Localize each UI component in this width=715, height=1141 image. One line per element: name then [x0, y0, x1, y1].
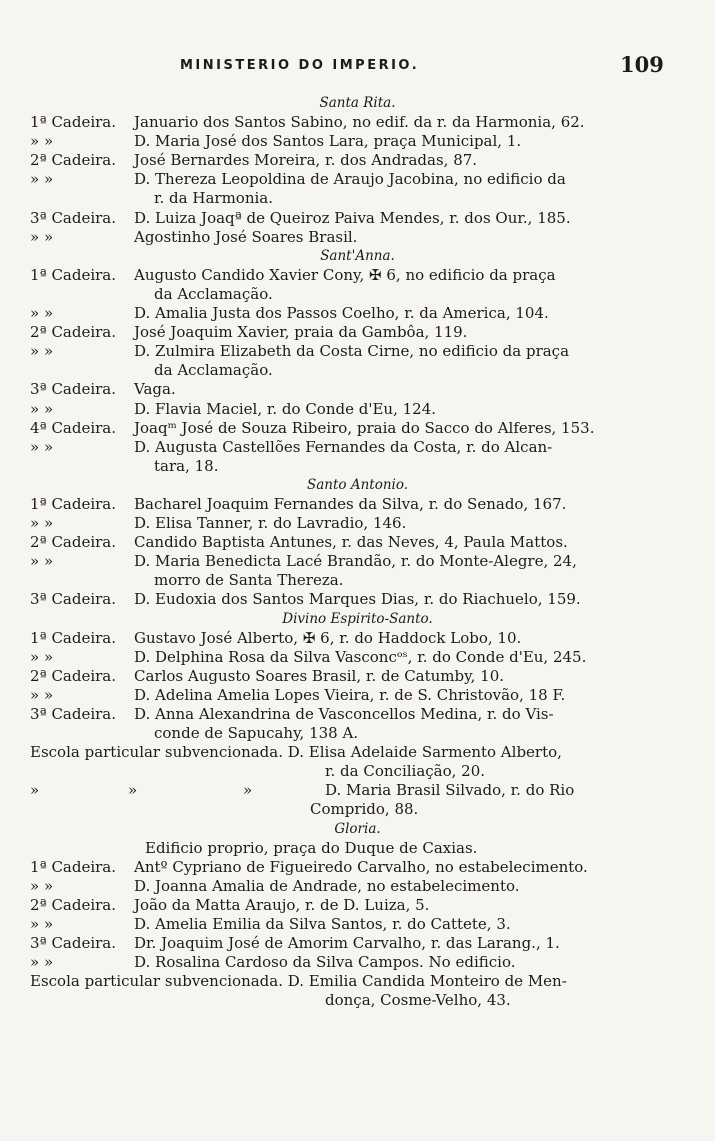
entry-text: D. Rosalina Cardoso da Silva Campos. No edificio.: [134, 953, 516, 972]
ditto-mark: »: [128, 781, 138, 800]
entry-text: João da Matta Araujo, r. de D. Luiza, 5.: [134, 895, 430, 914]
section-title-text: Divino Espirito-Santo.: [282, 610, 433, 627]
section-title: [0, 610, 715, 629]
chair-label: 2ª Cadeira.: [30, 895, 117, 914]
list-item: [0, 285, 715, 304]
list-item: [0, 972, 715, 991]
chair-label: » »: [30, 953, 54, 972]
entry-text: tara, 18.: [154, 456, 219, 475]
chair-label: » »: [30, 514, 54, 533]
list-item: [0, 380, 715, 399]
list-item: [0, 858, 715, 877]
section-title-text: Gloria.: [334, 820, 381, 837]
chair-label: » »: [30, 647, 54, 666]
entry-text: Agostinho José Soares Brasil.: [134, 227, 358, 246]
entry-text: r. da Harmonia.: [154, 189, 273, 208]
list-item: [0, 514, 715, 533]
entry-text: D. Luiza Joaqª de Queiroz Paiva Mendes, r. dos Our., 185.: [134, 208, 571, 227]
chair-label: » »: [30, 437, 54, 456]
entry-text: José Bernardes Moreira, r. dos Andradas, 87.: [134, 151, 478, 170]
list-item: [0, 915, 715, 934]
list-item: [0, 361, 715, 380]
ditto-mark: »: [243, 781, 253, 800]
chair-label: » »: [30, 170, 54, 189]
list-item: [0, 648, 715, 667]
list-item: [0, 781, 715, 800]
chair-label: 3ª Cadeira.: [30, 590, 117, 609]
chair-label: 2ª Cadeira.: [30, 151, 117, 170]
entry-text: donça, Cosme-Velho, 43.: [325, 991, 511, 1010]
list-item: [0, 705, 715, 724]
page-number: 109: [620, 52, 664, 77]
entry-text: D. Delphina Rosa da Silva Vasconcᵒˢ, r. do Conde d'Eu, 245.: [134, 647, 587, 666]
list-item: [0, 800, 715, 819]
list-item: [0, 629, 715, 648]
section-title-text: Santa Rita.: [319, 95, 396, 111]
section-title: [0, 247, 715, 266]
entry-text: D. Augusta Castellões Fernandes da Costa, r. do Alcan-: [134, 437, 553, 456]
list-item: [0, 896, 715, 915]
entry-text: D. Amelia Emilia da Silva Santos, r. do Cattete, 3.: [134, 915, 511, 934]
list-item: [0, 953, 715, 972]
chair-label: 2ª Cadeira.: [30, 666, 117, 685]
list-item: [0, 457, 715, 476]
entry-text: Comprido, 88.: [310, 800, 419, 819]
entry-text: Escola particular subvencionada. D. Emilia Candida Monteiro de Men-: [30, 972, 567, 991]
list-item: [0, 552, 715, 571]
running-title: MINISTERIO DO IMPERIO.: [180, 58, 420, 73]
chair-label: » »: [30, 685, 54, 704]
list-item: [0, 743, 715, 762]
list-item: [0, 839, 715, 858]
section-title: [0, 476, 715, 495]
entry-text: Januario dos Santos Sabino, no edif. da r. da Harmonia, 62.: [134, 113, 585, 132]
chair-label: 1ª Cadeira.: [30, 494, 117, 513]
entry-text: Antº Cypriano de Figueiredo Carvalho, no estabelecimento.: [134, 857, 588, 876]
entry-text: Dr. Joaquim José de Amorim Carvalho, r. das Larang., 1.: [134, 934, 560, 953]
directory-listing: [0, 94, 715, 1011]
entry-text: D. Flavia Maciel, r. do Conde d'Eu, 124.: [134, 399, 437, 418]
chair-label: 3ª Cadeira.: [30, 705, 117, 723]
entry-text: Bacharel Joaquim Fernandes da Silva, r. do Senado, 167.: [134, 494, 567, 513]
list-item: [0, 877, 715, 896]
entry-text: José Joaquim Xavier, praia da Gambôa, 119.: [134, 323, 468, 342]
chair-label: 1ª Cadeira.: [30, 857, 117, 876]
entry-text: D. Maria José dos Santos Lara, praça Municipal, 1.: [134, 132, 522, 151]
entry-text: morro de Santa Thereza.: [154, 571, 344, 590]
entry-text: D. Eudoxia dos Santos Marques Dias, r. do Riachuelo, 159.: [134, 590, 581, 609]
chair-label: 1ª Cadeira.: [30, 628, 117, 647]
list-item: [0, 533, 715, 552]
entry-text: D. Maria Benedicta Lacé Brandão, r. do Monte-Alegre, 24,: [134, 552, 577, 571]
chair-label: 2ª Cadeira.: [30, 533, 117, 552]
list-item: [0, 304, 715, 323]
chair-label: 1ª Cadeira.: [30, 113, 117, 132]
section-title: [0, 94, 715, 113]
list-item: [0, 151, 715, 170]
list-item: [0, 189, 715, 208]
chair-label: » »: [30, 304, 54, 323]
entry-text: D. Adelina Amelia Lopes Vieira, r. de S. Christovão, 18 F.: [134, 685, 566, 704]
chair-label: » »: [30, 227, 54, 246]
entry-text: Joaqᵐ José de Souza Ribeiro, praia do Sacco do Alferes, 153.: [134, 418, 595, 437]
chair-label: 3ª Cadeira.: [30, 380, 117, 399]
chair-label: » »: [30, 342, 54, 361]
list-item: [0, 266, 715, 285]
chair-label: » »: [30, 915, 54, 934]
list-item: [0, 934, 715, 953]
chair-label: 1ª Cadeira.: [30, 265, 117, 284]
entry-text: r. da Conciliação, 20.: [325, 762, 486, 781]
chair-label: » »: [30, 399, 54, 418]
page-header: [0, 52, 715, 88]
entry-text: da Acclamação.: [154, 284, 273, 303]
entry-text: Augusto Candido Xavier Cony, ✠ 6, no edificio da praça: [134, 265, 556, 284]
entry-text: Carlos Augusto Soares Brasil, r. de Catumby, 10.: [134, 666, 505, 685]
list-item: [0, 438, 715, 457]
chair-label: 3ª Cadeira.: [30, 934, 117, 953]
chair-label: 2ª Cadeira.: [30, 323, 117, 342]
entry-text: Gustavo José Alberto, ✠ 6, r. do Haddock Lobo, 10.: [134, 628, 522, 647]
section-title-text: Sant'Anna.: [320, 247, 395, 264]
list-item: [0, 571, 715, 590]
list-item: [0, 400, 715, 419]
entry-text: D. Anna Alexandrina de Vasconcellos Medina, r. do Vis-: [134, 705, 554, 723]
section-title-text: Santo Antonio.: [306, 476, 409, 493]
entry-text: Escola particular subvencionada. D. Elisa Adelaide Sarmento Alberto,: [30, 743, 562, 762]
list-item: [0, 590, 715, 609]
entry-text: D. Elisa Tanner, r. do Lavradio, 146.: [134, 514, 407, 533]
list-item: [0, 495, 715, 514]
entry-text: D. Zulmira Elizabeth da Costa Cirne, no edificio da praça: [134, 342, 570, 361]
list-item: [0, 991, 715, 1010]
entry-text: D. Amalia Justa dos Passos Coelho, r. da America, 104.: [134, 304, 549, 323]
list-item: [0, 419, 715, 438]
entry-text: conde de Sapucahy, 138 A.: [154, 724, 359, 743]
chair-label: » »: [30, 552, 54, 571]
list-item: [0, 342, 715, 361]
chair-label: 4ª Cadeira.: [30, 418, 117, 437]
list-item: [0, 667, 715, 686]
list-item: [0, 170, 715, 189]
chair-label: » »: [30, 132, 54, 151]
ditto-mark: »: [30, 781, 40, 800]
list-item: [0, 724, 715, 743]
entry-text: D. Maria Brasil Silvado, r. do Rio: [325, 781, 575, 800]
entry-text: da Acclamação.: [154, 361, 273, 380]
list-item: [0, 228, 715, 247]
list-item: [0, 132, 715, 151]
list-item: [0, 686, 715, 705]
chair-label: » »: [30, 876, 54, 895]
list-item: [0, 113, 715, 132]
list-item: [0, 323, 715, 342]
chair-label: 3ª Cadeira.: [30, 208, 117, 227]
entry-text: Vaga.: [134, 380, 176, 399]
entry-text: Edificio proprio, praça do Duque de Caxias.: [145, 838, 478, 857]
section-title: [0, 820, 715, 839]
list-item: [0, 209, 715, 228]
entry-text: D. Joanna Amalia de Andrade, no estabelecimento.: [134, 876, 520, 895]
entry-text: D. Thereza Leopoldina de Araujo Jacobina, no edificio da: [134, 170, 566, 189]
entry-text: Candido Baptista Antunes, r. das Neves, 4, Paula Mattos.: [134, 533, 568, 552]
list-item: [0, 762, 715, 781]
